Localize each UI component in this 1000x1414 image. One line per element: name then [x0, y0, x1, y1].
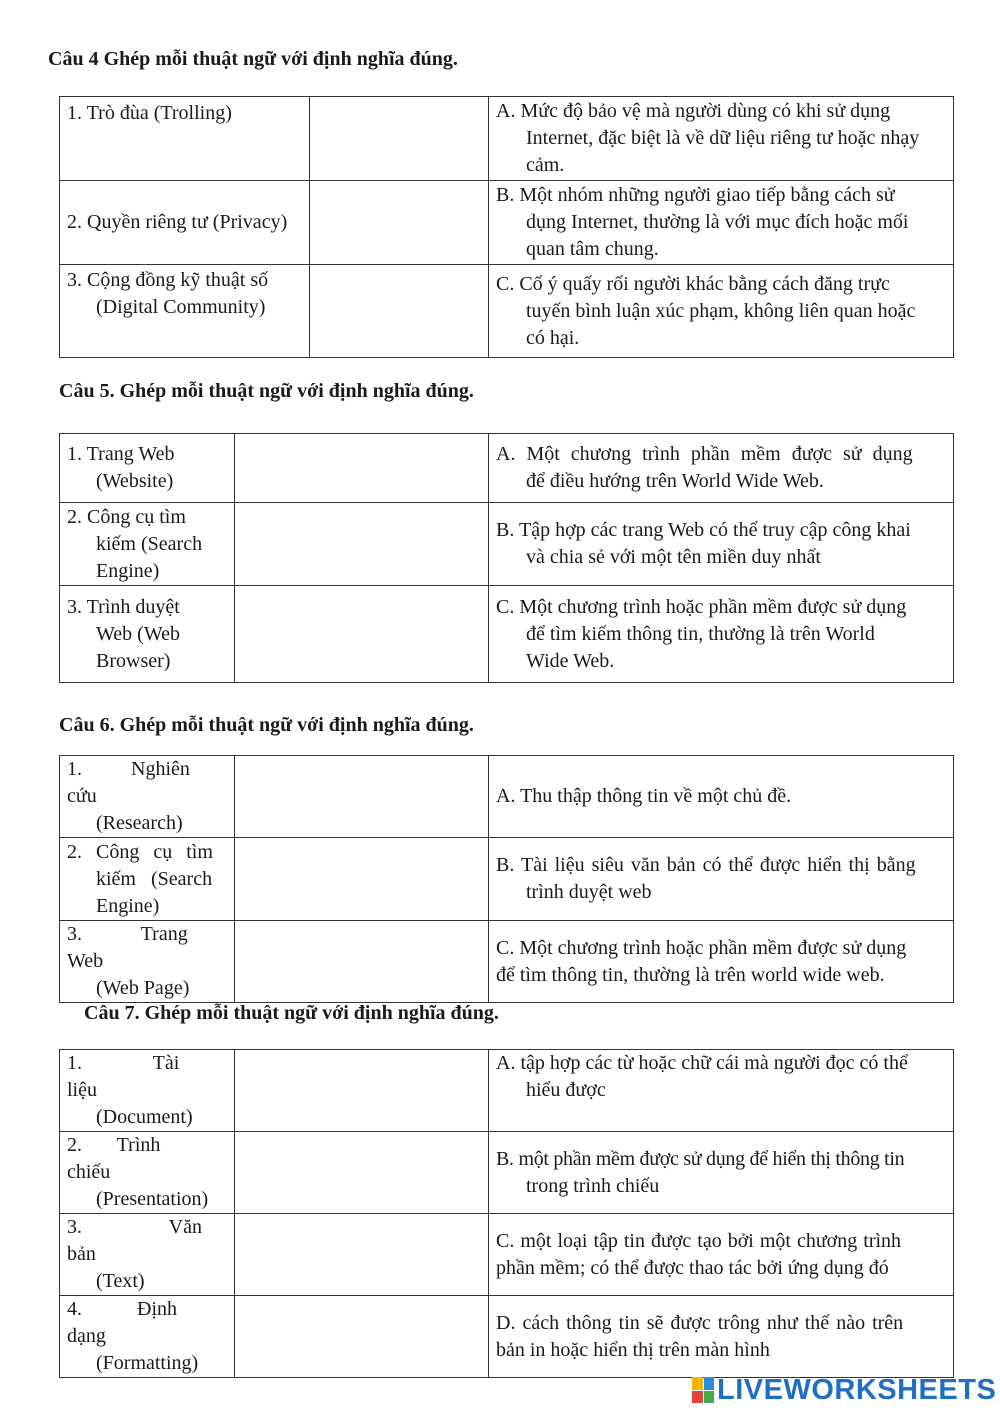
answer-drop-zone[interactable] [235, 503, 489, 586]
definition-line: B. Một nhóm những người giao tiếp bằng cách sử [496, 184, 895, 206]
answer-drop-zone[interactable] [310, 265, 489, 358]
definition-line: bản in hoặc hiển thị trên màn hình [496, 1338, 770, 1361]
definition-cell [489, 1132, 954, 1214]
question-5-table [59, 433, 954, 683]
question-6-table [59, 755, 954, 1003]
definition-line: B. một phần mềm được sử dụng để hiển thị thông tin [496, 1147, 905, 1170]
term-line: 2. Công cụ tìm [67, 505, 186, 528]
definition-cell [489, 265, 954, 358]
definition-cell [489, 921, 954, 1003]
definition-line: B. Tập hợp các trang Web có thể truy cập công khai [496, 519, 911, 541]
definition-line: để tìm kiếm thông tin, thường là trên World [526, 622, 875, 645]
liveworksheets-logo [692, 1374, 996, 1406]
term-line: (Document) [96, 1106, 193, 1128]
definition-cell [489, 97, 954, 181]
table-row [60, 921, 954, 1003]
term-cell [60, 838, 235, 921]
term-cell [60, 1132, 235, 1214]
term-line: (Formatting) [96, 1352, 199, 1374]
definition-line: D. cách thông tin sẽ được trông như thế nào trên [496, 1311, 904, 1334]
term-line: Browser) [96, 649, 171, 672]
definition-line: B. Tài liệu siêu văn bản có thể được hiển thị bằng [496, 854, 916, 876]
term-line: 4. Định dạng [67, 1298, 177, 1347]
logo-text: LIVEWORKSHEETS [717, 1373, 997, 1406]
definition-line: và chia sẻ với một tên miền duy nhất [526, 546, 821, 568]
term-line: (Digital Community) [96, 296, 266, 318]
definition-line: hiểu được [526, 1079, 606, 1101]
term-cell [60, 1296, 235, 1378]
term-cell [60, 586, 235, 683]
answer-drop-zone[interactable] [235, 586, 489, 683]
definition-line: phần mềm; có thể được thao tác bởi ứng dụng đó [496, 1256, 889, 1279]
term-line: (Text) [96, 1270, 145, 1292]
term-line: Engine) [96, 559, 160, 582]
definition-cell [489, 1214, 954, 1296]
table-row [60, 838, 954, 921]
table-row [60, 586, 954, 683]
definition-line: cảm. [526, 154, 565, 176]
definition-cell [489, 181, 954, 265]
definition-line: A. Mức độ bảo vệ mà người dùng có khi sử dụng [496, 100, 891, 122]
question-6-title: Câu 6. Ghép mỗi thuật ngữ với định nghĩa đúng. [59, 714, 474, 736]
term-line: kiếm (Search [96, 867, 213, 890]
question-5-title: Câu 5. Ghép mỗi thuật ngữ với định nghĩa đúng. [59, 380, 474, 402]
definition-line: để tìm thông tin, thường là trên world wide web. [496, 963, 885, 986]
answer-drop-zone[interactable] [235, 921, 489, 1003]
answer-drop-zone[interactable] [235, 1214, 489, 1296]
definition-line: có hại. [526, 326, 580, 349]
table-row [60, 1296, 954, 1378]
term-line: 2. Công cụ tìm [67, 840, 213, 863]
term-line: 1. Nghiên cứu [67, 758, 190, 807]
question-7-title: Câu 7. Ghép mỗi thuật ngữ với định nghĩa đúng. [84, 1002, 499, 1024]
definition-cell [489, 1296, 954, 1378]
term-cell [60, 921, 235, 1003]
definition-line: A. Thu thập thông tin về một chủ đề. [496, 785, 792, 807]
term-line: 3. Trình duyệt [67, 595, 180, 618]
term-line: (Presentation) [96, 1188, 209, 1210]
definition-line: để điều hướng trên World Wide Web. [526, 470, 824, 492]
definition-cell [489, 434, 954, 503]
term-line: 3. Cộng đồng kỹ thuật số [67, 269, 269, 291]
answer-drop-zone[interactable] [235, 756, 489, 838]
term-cell [60, 1214, 235, 1296]
table-row [60, 1214, 954, 1296]
definition-line: C. một loại tập tin được tạo bởi một chương trình [496, 1229, 902, 1252]
definition-cell [489, 1050, 954, 1132]
definition-line: quan tâm chung. [526, 238, 659, 260]
term-line: Engine) [96, 894, 160, 917]
table-row [60, 434, 954, 503]
term-line: 3. Trang Web [67, 923, 188, 972]
term-line: kiếm (Search [96, 532, 203, 555]
term-line: 3. Văn bản [67, 1216, 202, 1265]
answer-drop-zone[interactable] [235, 1296, 489, 1378]
term-cell [60, 503, 235, 586]
term-line: 1. Tài liệu [67, 1052, 180, 1101]
term-line: 1. Trang Web [67, 443, 175, 465]
table-row [60, 1132, 954, 1214]
liveworksheets-mark-icon [692, 1377, 714, 1403]
definition-line: tuyến bình luận xúc phạm, không liên quan hoặc [526, 299, 916, 322]
definition-line: dụng Internet, thường là với mục đích hoặc mối [526, 211, 909, 233]
table-row [60, 97, 954, 181]
answer-drop-zone[interactable] [310, 97, 489, 181]
term-cell [60, 434, 235, 503]
definition-line: Wide Web. [526, 649, 615, 672]
answer-drop-zone[interactable] [310, 181, 489, 265]
definition-line: C. Một chương trình hoặc phần mềm được sử dụng [496, 936, 907, 959]
table-row [60, 265, 954, 358]
term-cell [60, 97, 310, 181]
answer-drop-zone[interactable] [235, 1132, 489, 1214]
table-row [60, 756, 954, 838]
definition-line: Internet, đặc biệt là về dữ liệu riêng tư hoặc nhạy [526, 127, 920, 149]
answer-drop-zone[interactable] [235, 838, 489, 921]
term-cell [60, 1050, 235, 1132]
term-line: (Website) [96, 470, 174, 492]
definition-line: A. Một chương trình phần mềm được sử dụng [496, 443, 913, 465]
answer-drop-zone[interactable] [235, 1050, 489, 1132]
table-row [60, 181, 954, 265]
table-row [60, 1050, 954, 1132]
definition-cell [489, 586, 954, 683]
term-cell [60, 181, 310, 265]
definition-cell [489, 503, 954, 586]
definition-line: trình duyệt web [526, 881, 652, 903]
question-4-title: Câu 4 Ghép mỗi thuật ngữ với định nghĩa đúng. [48, 48, 458, 70]
table-row [60, 503, 954, 586]
term-line: 2. Trình chiếu [67, 1134, 161, 1183]
term-line: (Research) [96, 812, 183, 834]
definition-line: trong trình chiếu [526, 1174, 660, 1197]
term-line: (Web Page) [96, 977, 190, 999]
term-line: 1. Trò đùa (Trolling) [67, 102, 232, 124]
definition-cell [489, 756, 954, 838]
term-line: 2. Quyền riêng tư (Privacy) [67, 211, 288, 233]
question-7-table [59, 1049, 954, 1378]
term-cell [60, 265, 310, 358]
question-4-table [59, 96, 954, 358]
definition-line: C. Cố ý quấy rối người khác bằng cách đăng trực [496, 272, 890, 295]
answer-drop-zone[interactable] [235, 434, 489, 503]
definition-line: A. tập hợp các từ hoặc chữ cái mà người đọc có thể [496, 1052, 908, 1074]
definition-line: C. Một chương trình hoặc phần mềm được sử dụng [496, 595, 907, 618]
term-cell [60, 756, 235, 838]
term-line: Web (Web [96, 622, 180, 645]
definition-cell [489, 838, 954, 921]
